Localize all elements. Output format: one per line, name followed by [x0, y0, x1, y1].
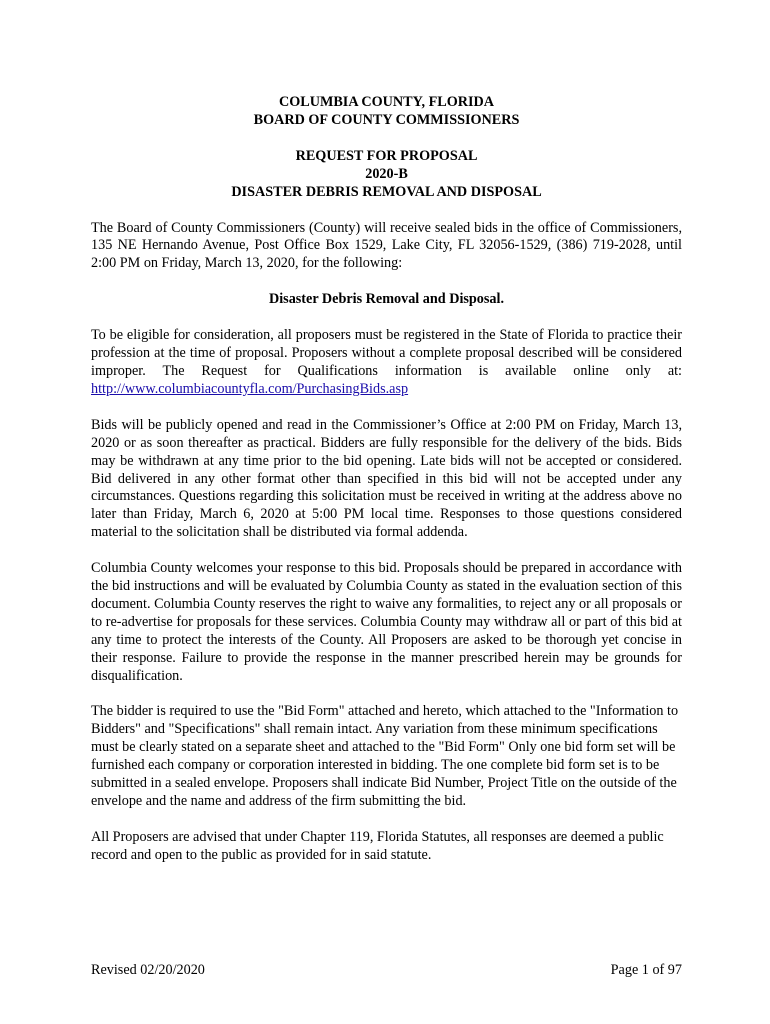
purchasing-bids-link[interactable]: http://www.columbiacountyfla.com/PurchasingBids.asp: [91, 380, 409, 397]
public-record-paragraph: All Proposers are advised that under Chapter 119, Florida Statutes, all responses are deemed a public record and open to the public as provided for in said statute.: [91, 828, 664, 863]
bid-form-paragraph: The bidder is required to use the "Bid Form" attached and hereto, which attached to the "Information to Bidders" and "Specifications" shall remain intact. Any variation from these minimum specifications must be clearly stated on a separate sheet and attached to the "Bid Form" Only one bid form set will be furnished each company or corporation interested in bidding. The one complete bid form set is to be submitted in a sealed envelope. Proposers shall indicate Bid Number, Project Title on the outside of the envelope and the name and address of the firm submitting the bid.: [91, 703, 679, 809]
project-title: Disaster Debris Removal and Disposal.: [268, 291, 505, 308]
rfp-label: REQUEST FOR PROPOSAL: [295, 147, 478, 164]
page-footer: [91, 961, 682, 979]
rfp-title-block: [91, 148, 682, 202]
eligibility-paragraph: [91, 327, 682, 399]
board-name: BOARD OF COUNTY COMMISSIONERS: [253, 111, 520, 128]
rfp-number: 2020-B: [365, 165, 408, 182]
page-number: Page 1 of 97: [610, 962, 682, 978]
intro-paragraph: The Board of County Commissioners (County) will receive sealed bids in the office of Commissioners, 135 NE Hernando Avenue, Post Office Box 1529, Lake City, FL 32056-1529, (386) 719-2028, until 2:00 PM on Friday, March 13, 2020, for the following:: [91, 219, 682, 272]
rfp-title: DISASTER DEBRIS REMOVAL AND DISPOSAL: [231, 183, 542, 200]
header-block: [91, 94, 682, 130]
document-body: [91, 94, 682, 883]
opening-paragraph: Bids will be publicly opened and read in the Commissioner’s Office at 2:00 PM on Friday, March 13, 2020 or as soon thereafter as practical. Bidders are fully responsible for the delivery of the bids. Bids may be withdrawn at any time prior to the bid opening. Late bids will not be accepted or considered. Bid delivered in any other format other than specified in this bid will not be accepted under any circumstances. Questions regarding this solicitation must be received in writing at the address above no later than Friday, March 6, 2020 at 5:00 PM local time. Responses to those questions considered material to the solicitation shall be distributed via formal addenda.: [91, 416, 682, 541]
eligibility-text: To be eligible for consideration, all proposers must be registered in the State of Florida to practice their profession at the time of proposal. Proposers without a complete proposal described will be considered improper. The Request for Qualifications information is available online only at:: [91, 327, 682, 379]
revised-date: Revised 02/20/2020: [91, 962, 205, 978]
welcome-paragraph: Columbia County welcomes your response to this bid. Proposals should be prepared in accordance with the bid instructions and will be evaluated by Columbia County as stated in the evaluation section of this document. Columbia County reserves the right to waive any formalities, to reject any or all proposals or to re-advertise for proposals for these services. Columbia County may withdraw all or part of this bid at any time to protect the interests of the County. All Proposers are asked to be thorough yet concise in their response. Failure to provide the response in the manner prescribed herein may be grounds for disqualification.: [91, 560, 682, 684]
county-name: COLUMBIA COUNTY, FLORIDA: [278, 94, 495, 110]
